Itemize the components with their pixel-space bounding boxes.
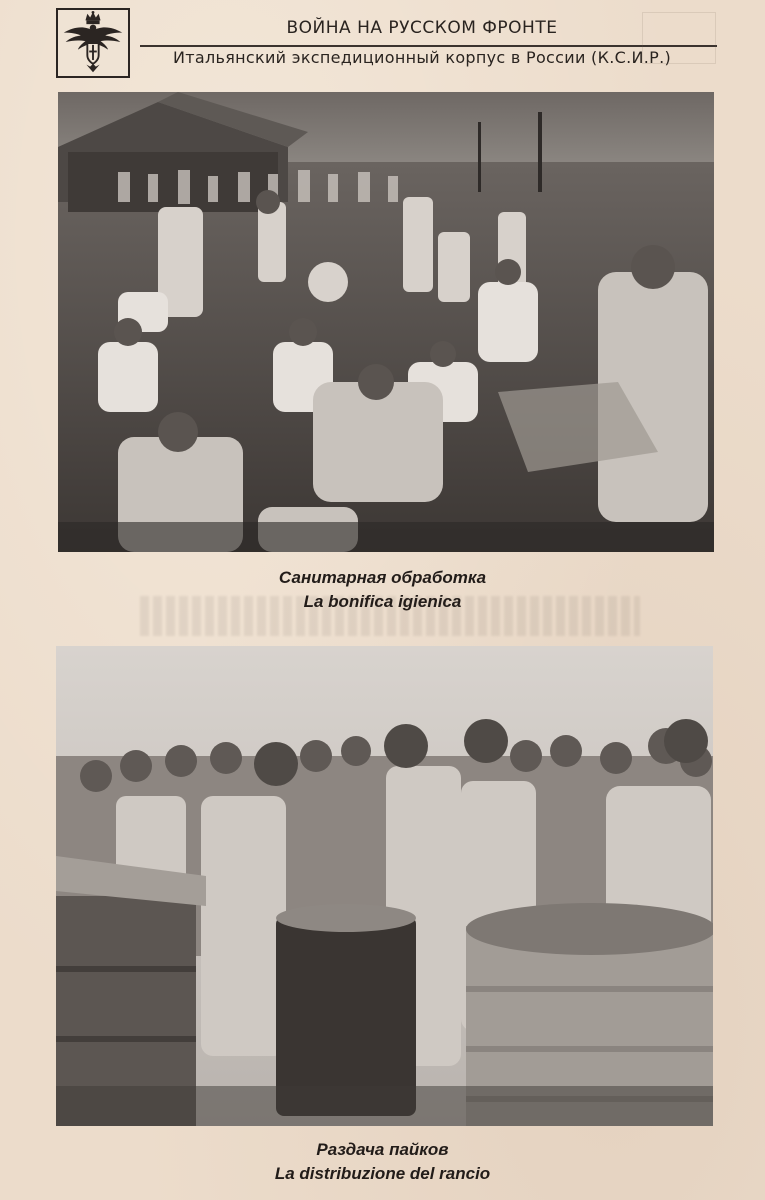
header-divider <box>140 45 717 47</box>
photo-2-caption <box>0 1138 765 1186</box>
photo-ration-distribution <box>56 646 713 1126</box>
photo-1-caption-ru: Санитарная обработка <box>278 568 487 587</box>
header-title: ВОЙНА НА РУССКОМ ФРОНТЕ <box>286 18 558 38</box>
header-subtitle: Итальянский экспедиционный корпус в России (К.С.И.Р.) <box>172 48 672 67</box>
photo-2-caption-it: La distribuzione del rancio <box>274 1164 491 1183</box>
bleed-through-text <box>140 596 640 636</box>
photo-sanitary-treatment <box>58 92 714 552</box>
bleed-through-mark <box>642 12 716 64</box>
photo-2-caption-ru: Раздача пайков <box>316 1140 449 1159</box>
photo-1-caption-it: La bonifica igienica <box>303 592 462 611</box>
crowned-eagle-emblem-icon <box>56 8 130 78</box>
